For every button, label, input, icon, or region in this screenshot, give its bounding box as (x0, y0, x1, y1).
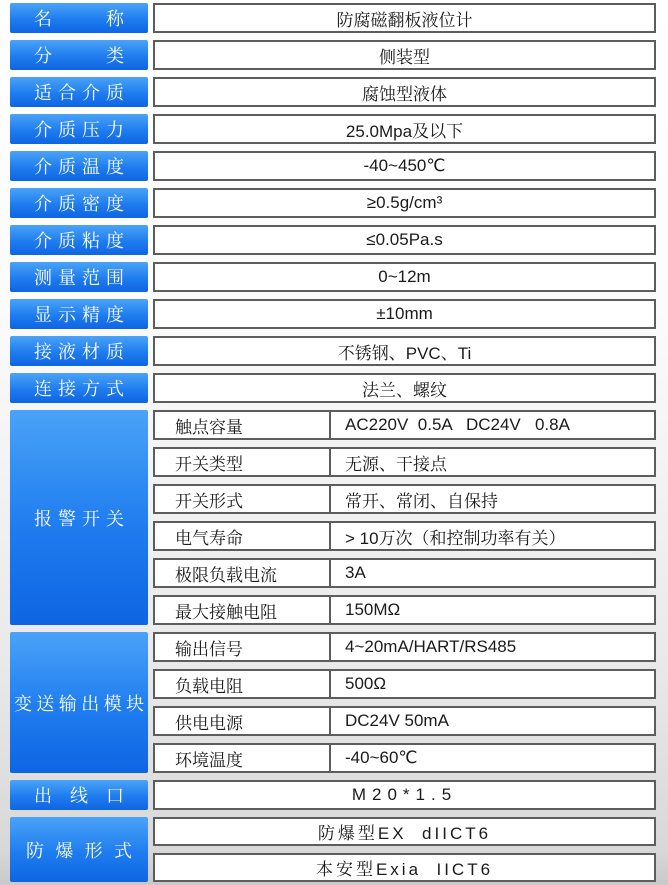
row-label-text: 分类 (34, 46, 124, 66)
subrow-label: 负载电阻 (155, 671, 331, 697)
subrow-value: > 10万次（和控制功率有关） (345, 528, 566, 548)
subrow-value: DC24V 50mA (345, 711, 449, 730)
row-label (10, 151, 148, 181)
subrow-label: 开关类型 (155, 449, 331, 475)
spec-row-display-accuracy (10, 299, 656, 329)
subrow-contact-capacity (153, 410, 656, 440)
row-label-text: 出线口 (34, 786, 124, 806)
spec-row-medium-viscosity (10, 225, 656, 255)
subrow-load-resistance (153, 669, 656, 699)
row-label-text: 显示精度 (34, 305, 124, 325)
spec-row-connection-type (10, 373, 656, 403)
row-value: ≥0.5g/cm³ (153, 188, 656, 218)
explosion-proof-type-exia: 本安型Exia IICT6 (153, 853, 656, 882)
section-alarm-switch (10, 410, 656, 625)
row-label-text: 介质压力 (34, 120, 124, 140)
row-label (10, 225, 148, 255)
subrow-value: 3A (345, 563, 366, 582)
row-label (10, 336, 148, 366)
subrow-power-supply (153, 706, 656, 736)
row-label (10, 40, 148, 70)
spec-row-medium-temperature (10, 151, 656, 181)
subrow-max-contact-resistance (153, 595, 656, 625)
subrow-switch-type (153, 447, 656, 477)
section-label (10, 410, 148, 625)
spec-row-category (10, 40, 656, 70)
spec-row-medium-pressure (10, 114, 656, 144)
subrow-switch-form (153, 484, 656, 514)
spec-row-suitable-medium (10, 77, 656, 107)
section-explosion-proof (10, 817, 656, 882)
row-label-text: 测量范围 (34, 268, 124, 288)
subrow-label: 最大接触电阻 (155, 597, 331, 623)
row-label (10, 299, 148, 329)
row-value: 0~12m (153, 262, 656, 292)
section-subrows (153, 632, 656, 773)
row-label (10, 3, 148, 33)
subrow-label: 供电电源 (155, 708, 331, 734)
row-label-text: 名称 (34, 9, 124, 29)
subrow-value: 150MΩ (345, 600, 401, 619)
subrow-label: 电气寿命 (155, 523, 331, 549)
section-subrows (153, 817, 656, 882)
row-label-text: 接液材质 (34, 342, 124, 362)
row-label-text: 介质温度 (34, 157, 124, 177)
row-value: ±10mm (153, 299, 656, 329)
section-label (10, 632, 148, 773)
row-label (10, 77, 148, 107)
row-value: 25.0Mpa及以下 (153, 114, 656, 144)
row-label (10, 373, 148, 403)
section-transmitter-module (10, 632, 656, 773)
spec-row-measuring-range (10, 262, 656, 292)
section-subrows (153, 410, 656, 625)
row-value: M20*1.5 (153, 780, 656, 810)
subrow-ambient-temperature (153, 743, 656, 773)
subrow-label: 开关形式 (155, 486, 331, 512)
row-value: -40~450℃ (153, 151, 656, 181)
spec-row-wetted-material (10, 336, 656, 366)
row-label-text: 连接方式 (34, 379, 124, 399)
row-value: 防腐磁翻板液位计 (153, 3, 656, 33)
subrow-value: 4~20mA/HART/RS485 (345, 637, 517, 656)
subrow-electrical-life (153, 521, 656, 551)
row-value: ≤0.05Pa.s (153, 225, 656, 255)
row-label-text: 介质粘度 (34, 231, 124, 251)
section-label-text: 防爆形式 (26, 840, 132, 861)
subrow-label: 输出信号 (155, 634, 331, 660)
section-label-text: 变送输出模块 (14, 693, 144, 714)
section-label (10, 817, 148, 882)
subrow-label: 极限负载电流 (155, 560, 331, 586)
row-label (10, 188, 148, 218)
section-label-text: 报警开关 (34, 508, 124, 529)
subrow-limit-load-current (153, 558, 656, 588)
row-label (10, 262, 148, 292)
subrow-label: 环境温度 (155, 745, 331, 771)
row-value: 腐蚀型液体 (153, 77, 656, 107)
subrow-value: 500Ω (345, 674, 387, 693)
explosion-proof-type-ex: 防爆型EX dIICT6 (153, 817, 656, 846)
spec-row-medium-density (10, 188, 656, 218)
subrow-value: -40~60℃ (345, 748, 418, 767)
spec-row-wire-outlet (10, 780, 656, 810)
subrow-value: 常开、常闭、自保持 (345, 491, 498, 511)
row-label-text: 介质密度 (34, 194, 124, 214)
row-value: 不锈钢、PVC、Ti (153, 336, 656, 366)
row-label-text: 适合介质 (34, 83, 124, 103)
spec-row-name (10, 3, 656, 33)
subrow-label: 触点容量 (155, 412, 331, 438)
row-value: 法兰、螺纹 (153, 373, 656, 403)
subrow-output-signal (153, 632, 656, 662)
subrow-value: 无源、干接点 (345, 454, 447, 474)
subrow-value: AC220V 0.5A DC24V 0.8A (345, 415, 570, 434)
row-label (10, 780, 148, 810)
row-value: 侧装型 (153, 40, 656, 70)
row-label (10, 114, 148, 144)
